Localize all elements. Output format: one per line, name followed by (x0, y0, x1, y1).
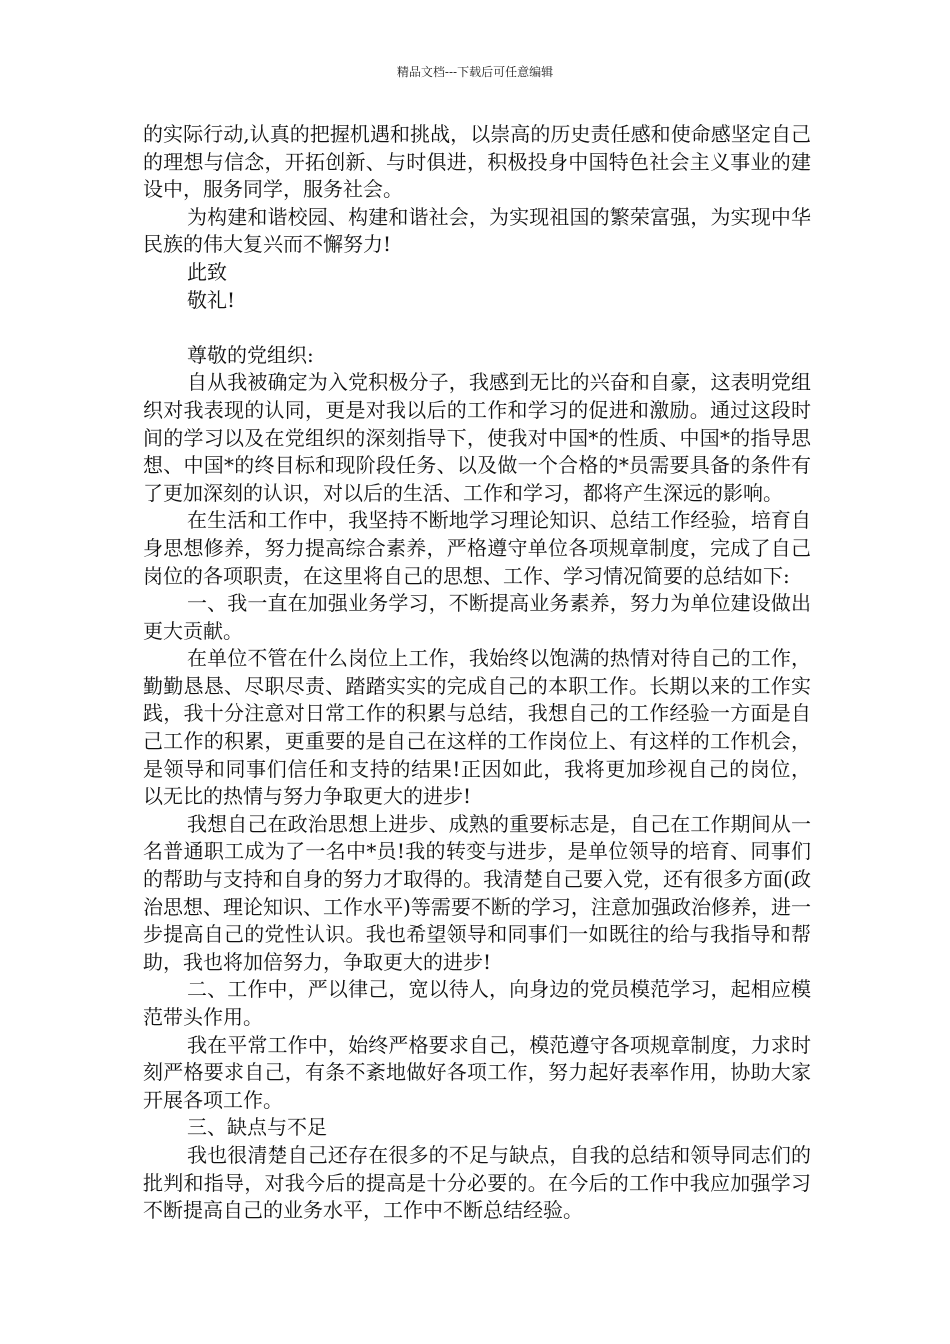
section-heading-1: 一、我一直在加强业务学习，不断提高业务素养，努力为单位建设做出更大贡献。 (143, 591, 811, 643)
page-header: 精品文档---下载后可任意编辑 (396, 65, 554, 79)
salutation-jingli: 敬礼! (187, 287, 236, 312)
section-heading-2: 二、工作中，严以律己，宽以待人，向身边的党员模范学习，起相应模范带头作用。 (143, 977, 811, 1029)
paragraph-summary-intro: 在生活和工作中，我坚持不断地学习理论知识、总结工作经验，培育自身思想修养，努力提高综合素养，严格遵守单位各项规章制度，完成了自己岗位的各项职责，在这里将自己的思想、工作、学习情况简要的总结如下: (143, 508, 811, 588)
salutation-cizhi: 此致 (187, 259, 227, 284)
paragraph-discipline: 我在平常工作中，始终严格要求自己，模范遵守各项规章制度，力求时刻严格要求自己，有条不紊地做好各项工作，努力起好表率作用，协助大家开展各项工作。 (143, 1032, 811, 1112)
paragraph-work: 在单位不管在什么岗位上工作，我始终以饱满的热情对待自己的工作，勤勤恳恳、尽职尽责、踏踏实实的完成自己的本职工作。长期以来的工作实践，我十分注意对日常工作的积累与总结，我想自己的工作经验一方面是自己工作的积累，更重要的是自己在这样的工作岗位上、有这样的工作机会，是领导和同事们信任和支持的结果!正因如此，我将更加珍视自己的岗位，以无比的热情与努力争取更大的进步! (143, 646, 811, 809)
paragraph-intro: 自从我被确定为入党积极分子，我感到无比的兴奋和自豪，这表明党组织对我表现的认同，更是对我以后的工作和学习的促进和激励。通过这段时间的学习以及在党组织的深刻指导下，使我对中国*的性质、中国*的指导思想、中国*的终目标和现阶段任务、以及做一个合格的*员需要具备的条件有了更加深刻的认识，对以后的生活、工作和学习，都将产生深远的影响。 (143, 370, 811, 505)
paragraph-closing-aspiration: 为构建和谐校园、构建和谐社会，为实现祖国的繁荣富强，为实现中华民族的伟大复兴而不懈努力! (143, 204, 811, 257)
section-heading-3: 三、缺点与不足 (187, 1115, 327, 1140)
document-body (143, 121, 811, 1225)
paragraph-continued: 的实际行动,认真的把握机遇和挑战，以崇高的历史责任感和使命感坚定自己的理想与信念，开拓创新、与时俱进，积极投身中国特色社会主义事业的建设中，服务同学，服务社会。 (143, 122, 811, 202)
paragraph-shortcomings: 我也很清楚自己还存在很多的不足与缺点，自我的总结和领导同志们的批判和指导，对我今后的提高是十分必要的。在今后的工作中我应加强学习不断提高自己的业务水平，工作中不断总结经验。 (143, 1142, 811, 1223)
blank-line (143, 314, 811, 342)
letter-greeting: 尊敬的党组织: (187, 342, 314, 367)
paragraph-politics: 我想自己在政治思想上进步、成熟的重要标志是，自己在工作期间从一名普通职工成为了一名中*员!我的转变与进步，是单位领导的培育、同事们的帮助与支持和自身的努力才取得的。我清楚自己要入党，还有很多方面(政治思想、理论知识、工作水平)等需要不断的学习，注意加强政治修养，进一步提高自己的党性认识。我也希望领导和同事们一如既往的给与我指导和帮助，我也将加倍努力，争取更大的进步! (143, 811, 811, 974)
